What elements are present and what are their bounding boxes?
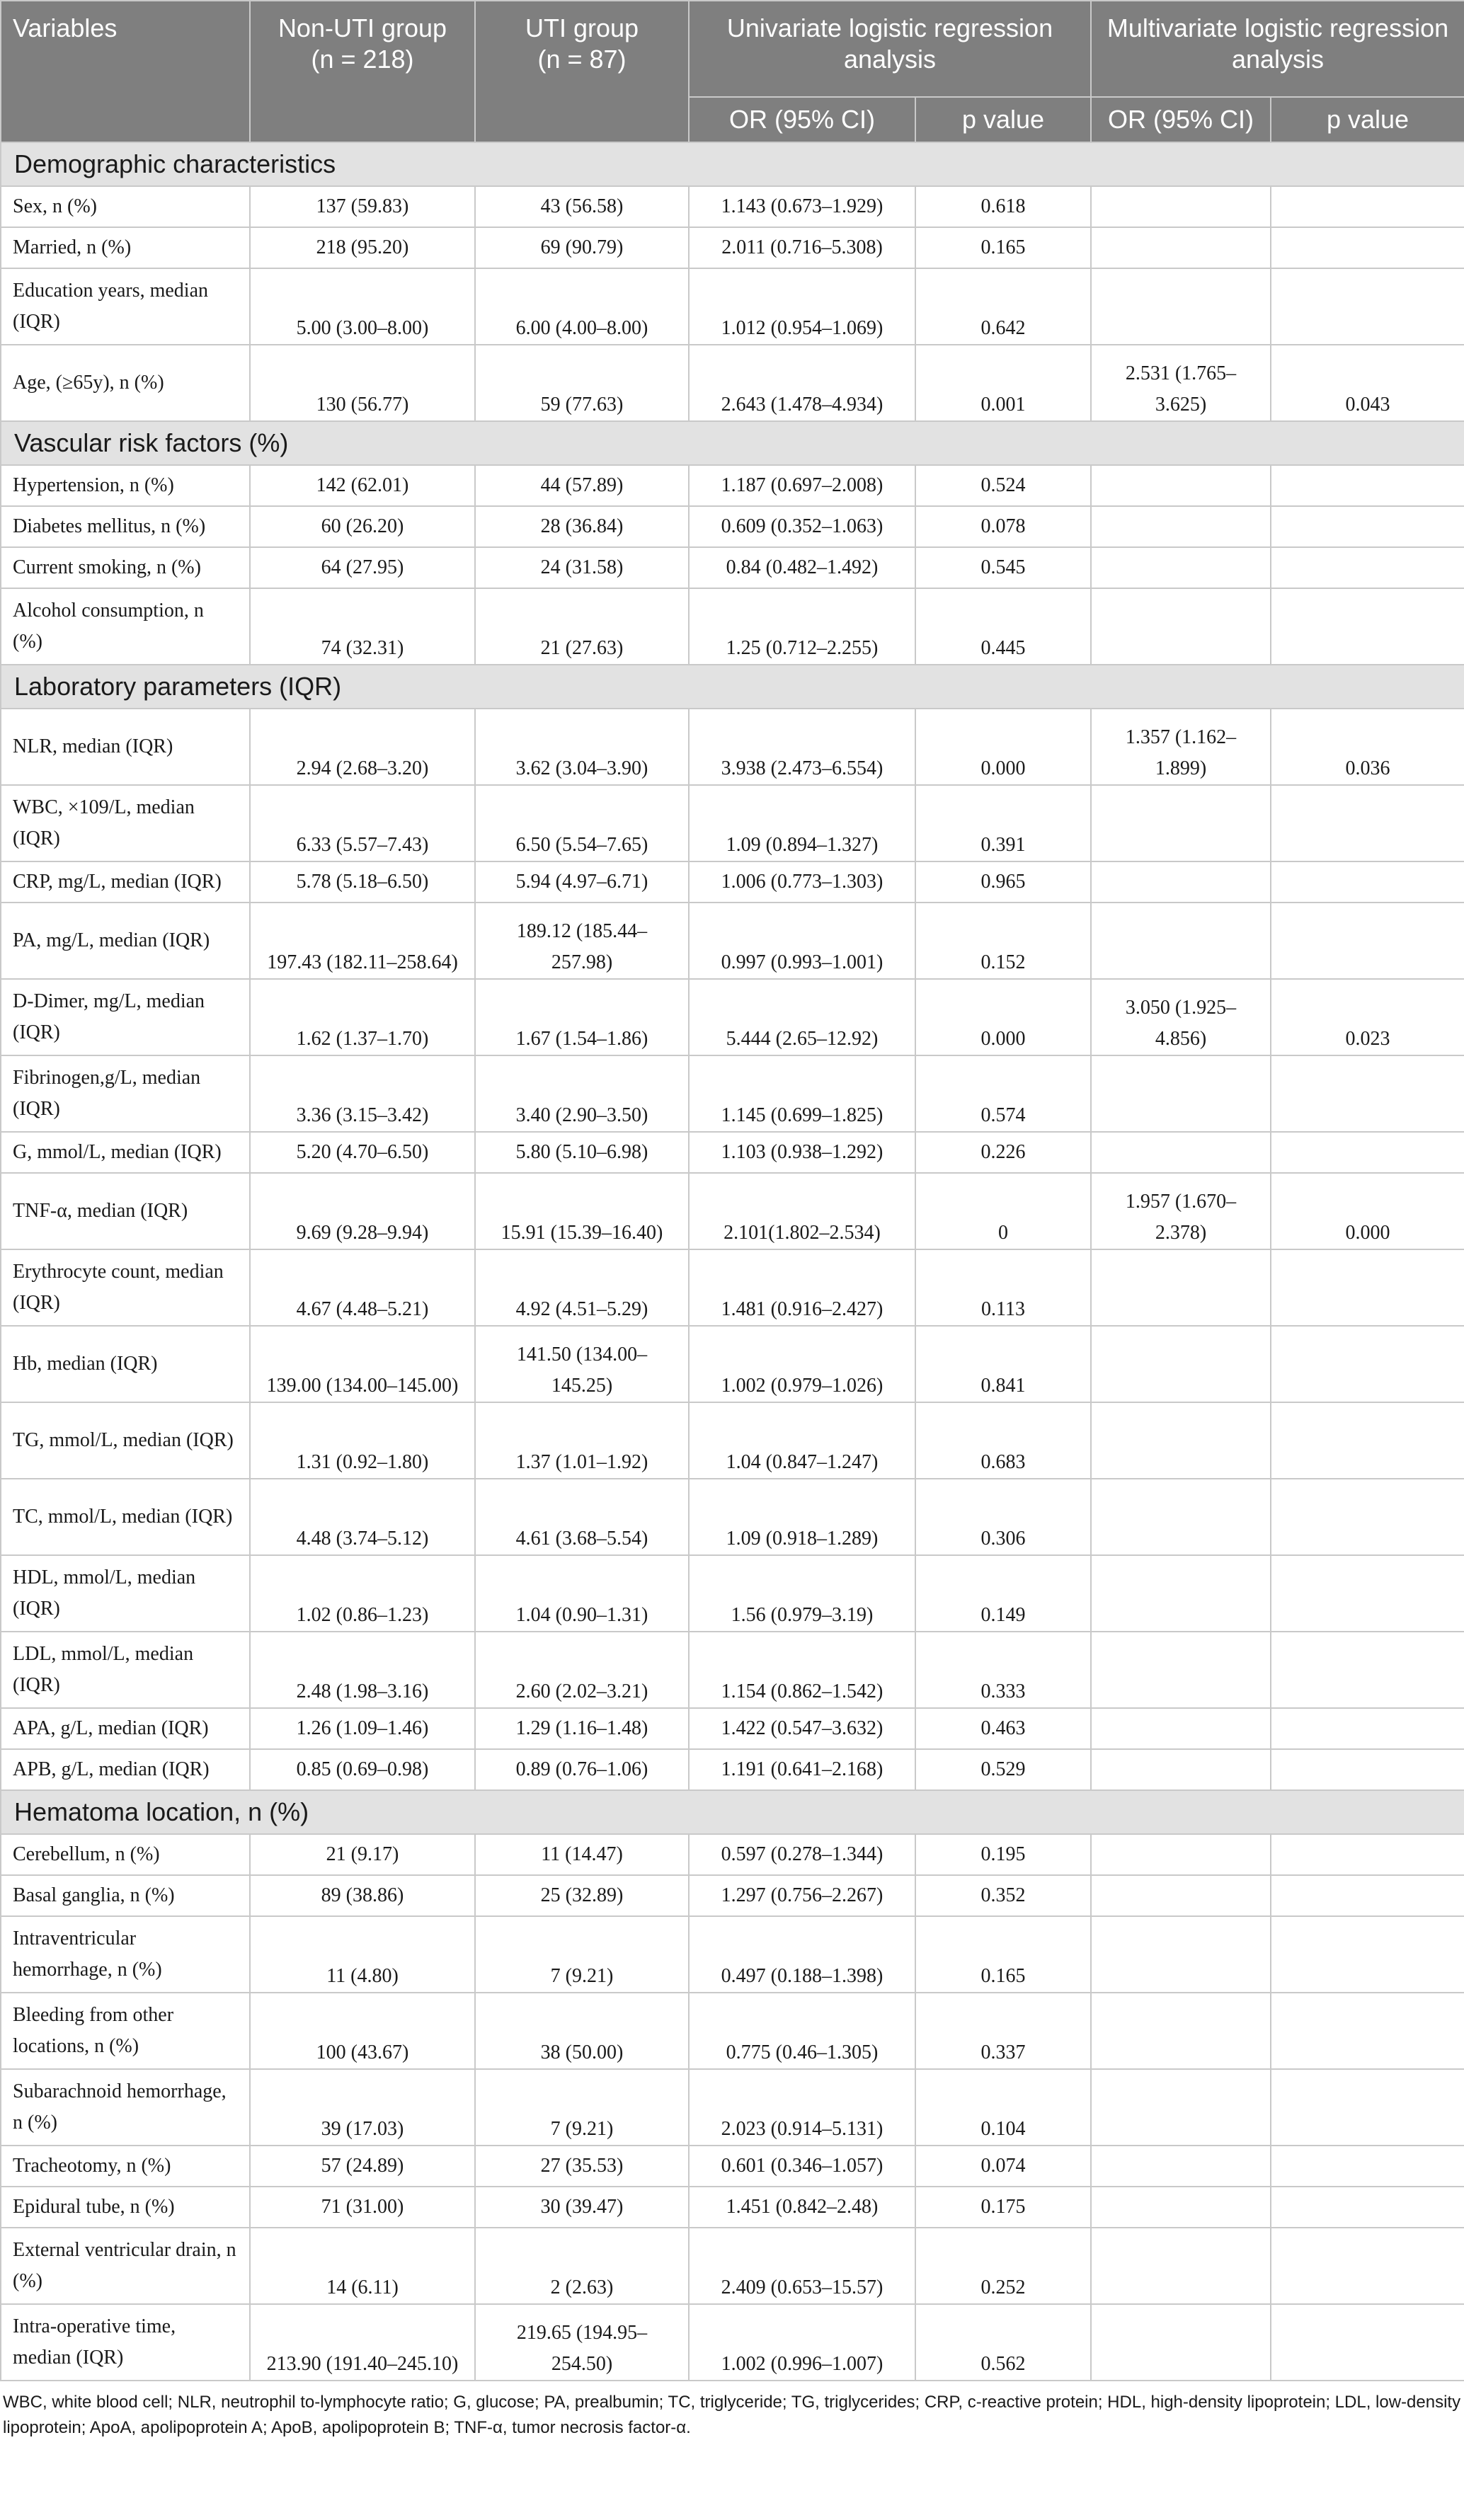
cell-uti: 27 (35.53): [475, 2146, 689, 2187]
cell-non-uti: 1.26 (1.09–1.46): [250, 1708, 475, 1749]
cell-multi-or: [1091, 465, 1271, 506]
cell-multi-or: [1091, 861, 1271, 903]
cell-multi-p: 0.036: [1271, 709, 1464, 785]
header-uni-or: OR (95% CI): [689, 97, 915, 142]
cell-multi-p: [1271, 1132, 1464, 1173]
cell-multi-p: [1271, 1834, 1464, 1875]
cell-uni-or: 0.601 (0.346–1.057): [689, 2146, 915, 2187]
cell-uni-p: 0.165: [915, 227, 1091, 268]
cell-variable: Married, n (%): [1, 227, 250, 268]
cell-multi-or: [1091, 1916, 1271, 1993]
cell-non-uti: 2.48 (1.98–3.16): [250, 1632, 475, 1708]
cell-multi-p: [1271, 1479, 1464, 1555]
table-row: [1, 506, 1464, 547]
table-row: [1, 709, 1464, 785]
cell-multi-p: [1271, 2304, 1464, 2381]
cell-multi-or: [1091, 1993, 1271, 2069]
table-row: [1, 1875, 1464, 1916]
cell-uni-p: 0.001: [915, 345, 1091, 421]
cell-uni-or: 1.481 (0.916–2.427): [689, 1249, 915, 1326]
cell-uti: 38 (50.00): [475, 1993, 689, 2069]
header-uti: [475, 1, 689, 142]
cell-non-uti: 89 (38.86): [250, 1875, 475, 1916]
cell-multi-p: 0.023: [1271, 979, 1464, 1055]
cell-multi-or: [1091, 1834, 1271, 1875]
cell-non-uti: 1.02 (0.86–1.23): [250, 1555, 475, 1632]
table-footnote: WBC, white blood cell; NLR, neutrophil to-lymphocyte ratio; G, glucose; PA, prealbumin; TC, triglyceride; TG, triglycerides; CRP, c-reactive protein; HDL, high-density lipoprotein; LDL, low-density lipoprotein; ApoA, apolipoprotein A; ApoB, apolipoprotein B; TNF-α, tumor necrosis factor-α.: [3, 2393, 1461, 2437]
cell-multi-or: [1091, 1249, 1271, 1326]
cell-variable: Sex, n (%): [1, 186, 250, 227]
header-uti-n: (n = 87): [537, 45, 627, 74]
header-multivariate: Multivariate logistic regression analysis: [1091, 1, 1464, 97]
cell-multi-p: [1271, 1055, 1464, 1132]
cell-multi-p: [1271, 2187, 1464, 2228]
cell-uni-p: 0: [915, 1173, 1091, 1249]
cell-uti: 5.80 (5.10–6.98): [475, 1132, 689, 1173]
table-row: [1, 979, 1464, 1055]
cell-variable: Diabetes mellitus, n (%): [1, 506, 250, 547]
cell-uni-or: 0.84 (0.482–1.492): [689, 547, 915, 588]
cell-non-uti: 39 (17.03): [250, 2069, 475, 2146]
cell-uni-p: 0.352: [915, 1875, 1091, 1916]
header-non-uti-n: (n = 218): [311, 45, 414, 74]
cell-uni-p: 0.306: [915, 1479, 1091, 1555]
cell-uti: 6.00 (4.00–8.00): [475, 268, 689, 345]
table-row: [1, 588, 1464, 665]
cell-uti: 7 (9.21): [475, 1916, 689, 1993]
cell-multi-p: [1271, 1875, 1464, 1916]
cell-variable: D-Dimer, mg/L, median (IQR): [1, 979, 250, 1055]
cell-uni-p: 0.252: [915, 2228, 1091, 2304]
cell-uni-p: 0.445: [915, 588, 1091, 665]
cell-uti: 2.60 (2.02–3.21): [475, 1632, 689, 1708]
cell-multi-p: [1271, 785, 1464, 861]
cell-uti: 1.04 (0.90–1.31): [475, 1555, 689, 1632]
cell-uti: 28 (36.84): [475, 506, 689, 547]
cell-non-uti: 137 (59.83): [250, 186, 475, 227]
cell-uti: 4.92 (4.51–5.29): [475, 1249, 689, 1326]
table-row: [1, 1555, 1464, 1632]
table-row: [1, 268, 1464, 345]
cell-non-uti: 74 (32.31): [250, 588, 475, 665]
cell-uni-or: 1.002 (0.979–1.026): [689, 1326, 915, 1402]
cell-uni-p: 0.683: [915, 1402, 1091, 1479]
cell-multi-p: [1271, 1749, 1464, 1790]
cell-multi-or: [1091, 1555, 1271, 1632]
cell-non-uti: 5.00 (3.00–8.00): [250, 268, 475, 345]
section-title: Hematoma location, n (%): [1, 1790, 1464, 1834]
cell-uti: 25 (32.89): [475, 1875, 689, 1916]
cell-uti: 141.50 (134.00–145.25): [475, 1326, 689, 1402]
cell-uni-p: 0.463: [915, 1708, 1091, 1749]
cell-multi-p: [1271, 1555, 1464, 1632]
table-row: [1, 2228, 1464, 2304]
cell-uni-or: 1.56 (0.979–3.19): [689, 1555, 915, 1632]
cell-variable: Tracheotomy, n (%): [1, 2146, 250, 2187]
cell-multi-p: [1271, 903, 1464, 979]
cell-multi-or: 2.531 (1.765–3.625): [1091, 345, 1271, 421]
table-row: [1, 2069, 1464, 2146]
cell-variable: Alcohol consumption, n (%): [1, 588, 250, 665]
cell-multi-or: [1091, 1708, 1271, 1749]
cell-variable: Hb, median (IQR): [1, 1326, 250, 1402]
cell-non-uti: 64 (27.95): [250, 547, 475, 588]
cell-uni-or: 1.143 (0.673–1.929): [689, 186, 915, 227]
cell-non-uti: 14 (6.11): [250, 2228, 475, 2304]
table-row: [1, 1632, 1464, 1708]
cell-multi-p: [1271, 1708, 1464, 1749]
cell-uti: 1.67 (1.54–1.86): [475, 979, 689, 1055]
cell-uni-p: 0.545: [915, 547, 1091, 588]
cell-variable: Cerebellum, n (%): [1, 1834, 250, 1875]
cell-variable: Hypertension, n (%): [1, 465, 250, 506]
cell-non-uti: 130 (56.77): [250, 345, 475, 421]
cell-uni-or: 2.409 (0.653–15.57): [689, 2228, 915, 2304]
cell-multi-or: [1091, 547, 1271, 588]
table-row: [1, 1708, 1464, 1749]
cell-multi-or: [1091, 2069, 1271, 2146]
cell-multi-p: [1271, 465, 1464, 506]
cell-multi-or: [1091, 785, 1271, 861]
cell-uti: 1.37 (1.01–1.92): [475, 1402, 689, 1479]
cell-uti: 3.62 (3.04–3.90): [475, 709, 689, 785]
cell-multi-or: 3.050 (1.925–4.856): [1091, 979, 1271, 1055]
table-row: [1, 903, 1464, 979]
cell-variable: TNF-α, median (IQR): [1, 1173, 250, 1249]
cell-uni-p: 0.104: [915, 2069, 1091, 2146]
cell-multi-or: [1091, 1632, 1271, 1708]
cell-multi-or: [1091, 1132, 1271, 1173]
cell-uti: 15.91 (15.39–16.40): [475, 1173, 689, 1249]
cell-uti: 11 (14.47): [475, 1834, 689, 1875]
cell-uni-or: 1.154 (0.862–1.542): [689, 1632, 915, 1708]
cell-uni-or: 2.023 (0.914–5.131): [689, 2069, 915, 2146]
table-row: [1, 2304, 1464, 2381]
cell-multi-or: 1.357 (1.162–1.899): [1091, 709, 1271, 785]
cell-uni-or: 1.145 (0.699–1.825): [689, 1055, 915, 1132]
cell-non-uti: 57 (24.89): [250, 2146, 475, 2187]
cell-multi-or: [1091, 506, 1271, 547]
cell-multi-or: [1091, 2146, 1271, 2187]
table-row: [1, 1173, 1464, 1249]
cell-multi-p: [1271, 1249, 1464, 1326]
cell-uni-p: 0.642: [915, 268, 1091, 345]
cell-uni-p: 0.562: [915, 2304, 1091, 2381]
table-row: [1, 1749, 1464, 1790]
cell-non-uti: 5.78 (5.18–6.50): [250, 861, 475, 903]
cell-multi-or: [1091, 1055, 1271, 1132]
cell-variable: Basal ganglia, n (%): [1, 1875, 250, 1916]
cell-non-uti: 71 (31.00): [250, 2187, 475, 2228]
header-non-uti-title: Non-UTI group: [278, 13, 447, 42]
cell-variable: TG, mmol/L, median (IQR): [1, 1402, 250, 1479]
cell-non-uti: 1.62 (1.37–1.70): [250, 979, 475, 1055]
cell-multi-p: [1271, 268, 1464, 345]
cell-uni-p: 0.195: [915, 1834, 1091, 1875]
table-body: [1, 142, 1464, 2381]
cell-multi-p: 0.000: [1271, 1173, 1464, 1249]
cell-uti: 219.65 (194.95–254.50): [475, 2304, 689, 2381]
cell-multi-or: [1091, 588, 1271, 665]
cell-multi-p: [1271, 227, 1464, 268]
cell-uni-p: 0.165: [915, 1916, 1091, 1993]
cell-uni-p: 0.574: [915, 1055, 1091, 1132]
cell-multi-or: [1091, 1749, 1271, 1790]
cell-non-uti: 9.69 (9.28–9.94): [250, 1173, 475, 1249]
cell-non-uti: 5.20 (4.70–6.50): [250, 1132, 475, 1173]
cell-multi-or: [1091, 1326, 1271, 1402]
section-title: Demographic characteristics: [1, 142, 1464, 186]
header-univariate: Univariate logistic regression analysis: [689, 1, 1091, 97]
cell-non-uti: 213.90 (191.40–245.10): [250, 2304, 475, 2381]
cell-uti: 7 (9.21): [475, 2069, 689, 2146]
header-non-uti: [250, 1, 475, 142]
cell-multi-p: [1271, 1916, 1464, 1993]
cell-uti: 21 (27.63): [475, 588, 689, 665]
cell-uni-or: 1.422 (0.547–3.632): [689, 1708, 915, 1749]
cell-uni-p: 0.965: [915, 861, 1091, 903]
cell-multi-p: [1271, 2146, 1464, 2187]
cell-variable: Age, (≥65y), n (%): [1, 345, 250, 421]
table-row: [1, 345, 1464, 421]
cell-variable: CRP, mg/L, median (IQR): [1, 861, 250, 903]
header-variables: Variables: [1, 1, 250, 142]
cell-multi-p: 0.043: [1271, 345, 1464, 421]
cell-uni-or: 1.297 (0.756–2.267): [689, 1875, 915, 1916]
cell-uni-or: 0.597 (0.278–1.344): [689, 1834, 915, 1875]
cell-variable: NLR, median (IQR): [1, 709, 250, 785]
table-row: [1, 1479, 1464, 1555]
cell-multi-or: [1091, 1875, 1271, 1916]
cell-variable: Intra-operative time, median (IQR): [1, 2304, 250, 2381]
cell-uni-or: 2.101(1.802–2.534): [689, 1173, 915, 1249]
cell-uni-or: 2.643 (1.478–4.934): [689, 345, 915, 421]
cell-uni-p: 0.074: [915, 2146, 1091, 2187]
table-row: [1, 1402, 1464, 1479]
cell-uni-or: 1.002 (0.996–1.007): [689, 2304, 915, 2381]
cell-uti: 6.50 (5.54–7.65): [475, 785, 689, 861]
header-multi-p: p value: [1271, 97, 1464, 142]
cell-multi-p: [1271, 1402, 1464, 1479]
cell-uni-p: 0.226: [915, 1132, 1091, 1173]
cell-uni-or: 2.011 (0.716–5.308): [689, 227, 915, 268]
cell-variable: Fibrinogen,g/L, median (IQR): [1, 1055, 250, 1132]
cell-uni-or: 0.609 (0.352–1.063): [689, 506, 915, 547]
cell-multi-p: [1271, 2069, 1464, 2146]
cell-multi-p: [1271, 547, 1464, 588]
cell-variable: APB, g/L, median (IQR): [1, 1749, 250, 1790]
cell-non-uti: 6.33 (5.57–7.43): [250, 785, 475, 861]
cell-variable: WBC, ×109/L, median (IQR): [1, 785, 250, 861]
cell-uti: 4.61 (3.68–5.54): [475, 1479, 689, 1555]
cell-non-uti: 21 (9.17): [250, 1834, 475, 1875]
cell-variable: Erythrocyte count, median (IQR): [1, 1249, 250, 1326]
cell-uni-p: 0.113: [915, 1249, 1091, 1326]
cell-uni-or: 1.09 (0.918–1.289): [689, 1479, 915, 1555]
cell-multi-or: [1091, 227, 1271, 268]
table-row: [1, 547, 1464, 588]
cell-uni-p: 0.000: [915, 709, 1091, 785]
cell-uti: 69 (90.79): [475, 227, 689, 268]
cell-uni-or: 1.09 (0.894–1.327): [689, 785, 915, 861]
cell-multi-or: [1091, 2187, 1271, 2228]
cell-uni-or: 1.012 (0.954–1.069): [689, 268, 915, 345]
cell-uni-or: 1.187 (0.697–2.008): [689, 465, 915, 506]
cell-uni-p: 0.000: [915, 979, 1091, 1055]
cell-uni-p: 0.078: [915, 506, 1091, 547]
cell-non-uti: 4.48 (3.74–5.12): [250, 1479, 475, 1555]
table-row: [1, 2187, 1464, 2228]
cell-non-uti: 11 (4.80): [250, 1916, 475, 1993]
table-row: [1, 861, 1464, 903]
table-row: [1, 465, 1464, 506]
cell-uni-or: 1.451 (0.842–2.48): [689, 2187, 915, 2228]
cell-multi-p: [1271, 1326, 1464, 1402]
cell-variable: Bleeding from other locations, n (%): [1, 1993, 250, 2069]
cell-uti: 24 (31.58): [475, 547, 689, 588]
table-row: [1, 1993, 1464, 2069]
cell-non-uti: 1.31 (0.92–1.80): [250, 1402, 475, 1479]
table-row: [1, 785, 1464, 861]
cell-multi-or: [1091, 2228, 1271, 2304]
header-uti-title: UTI group: [525, 13, 639, 42]
cell-uni-or: 0.497 (0.188–1.398): [689, 1916, 915, 1993]
cell-uti: 3.40 (2.90–3.50): [475, 1055, 689, 1132]
cell-uni-or: 0.775 (0.46–1.305): [689, 1993, 915, 2069]
cell-variable: G, mmol/L, median (IQR): [1, 1132, 250, 1173]
table-row: [1, 1916, 1464, 1993]
cell-multi-or: [1091, 186, 1271, 227]
cell-non-uti: 142 (62.01): [250, 465, 475, 506]
cell-uni-p: 0.337: [915, 1993, 1091, 2069]
cell-uni-p: 0.524: [915, 465, 1091, 506]
cell-multi-or: 1.957 (1.670–2.378): [1091, 1173, 1271, 1249]
section-row: [1, 142, 1464, 186]
section-row: [1, 665, 1464, 709]
table-row: [1, 1249, 1464, 1326]
cell-uti: 189.12 (185.44–257.98): [475, 903, 689, 979]
cell-non-uti: 197.43 (182.11–258.64): [250, 903, 475, 979]
cell-multi-p: [1271, 1993, 1464, 2069]
cell-multi-or: [1091, 903, 1271, 979]
cell-uni-p: 0.618: [915, 186, 1091, 227]
cell-uni-p: 0.175: [915, 2187, 1091, 2228]
cell-multi-p: [1271, 186, 1464, 227]
cell-multi-p: [1271, 2228, 1464, 2304]
cell-non-uti: 139.00 (134.00–145.00): [250, 1326, 475, 1402]
cell-multi-p: [1271, 1632, 1464, 1708]
table-row: [1, 1132, 1464, 1173]
cell-multi-or: [1091, 268, 1271, 345]
cell-uni-or: 1.103 (0.938–1.292): [689, 1132, 915, 1173]
cell-multi-or: [1091, 1402, 1271, 1479]
cell-uti: 1.29 (1.16–1.48): [475, 1708, 689, 1749]
cell-multi-p: [1271, 588, 1464, 665]
cell-uni-or: 5.444 (2.65–12.92): [689, 979, 915, 1055]
cell-uni-or: 1.25 (0.712–2.255): [689, 588, 915, 665]
cell-non-uti: 100 (43.67): [250, 1993, 475, 2069]
table-row: [1, 1055, 1464, 1132]
cell-uni-p: 0.391: [915, 785, 1091, 861]
cell-uni-or: 1.04 (0.847–1.247): [689, 1402, 915, 1479]
cell-variable: Intraventricular hemorrhage, n (%): [1, 1916, 250, 1993]
cell-multi-or: [1091, 2304, 1271, 2381]
section-row: [1, 421, 1464, 465]
cell-non-uti: 218 (95.20): [250, 227, 475, 268]
section-row: [1, 1790, 1464, 1834]
header-row-top: [1, 1, 1464, 97]
cell-uni-or: 0.997 (0.993–1.001): [689, 903, 915, 979]
cell-variable: Subarachnoid hemorrhage, n (%): [1, 2069, 250, 2146]
cell-non-uti: 60 (26.20): [250, 506, 475, 547]
cell-uti: 5.94 (4.97–6.71): [475, 861, 689, 903]
cell-uni-p: 0.529: [915, 1749, 1091, 1790]
cell-variable: LDL, mmol/L, median (IQR): [1, 1632, 250, 1708]
cell-non-uti: 3.36 (3.15–3.42): [250, 1055, 475, 1132]
cell-uni-p: 0.149: [915, 1555, 1091, 1632]
cell-uni-p: 0.152: [915, 903, 1091, 979]
cell-uti: 2 (2.63): [475, 2228, 689, 2304]
cell-variable: External ventricular drain, n (%): [1, 2228, 250, 2304]
cell-multi-p: [1271, 861, 1464, 903]
table-row: [1, 227, 1464, 268]
section-title: Laboratory parameters (IQR): [1, 665, 1464, 709]
cell-non-uti: 2.94 (2.68–3.20): [250, 709, 475, 785]
table-row: [1, 186, 1464, 227]
cell-variable: APA, g/L, median (IQR): [1, 1708, 250, 1749]
cell-uti: 43 (56.58): [475, 186, 689, 227]
cell-variable: HDL, mmol/L, median (IQR): [1, 1555, 250, 1632]
cell-variable: TC, mmol/L, median (IQR): [1, 1479, 250, 1555]
cell-uni-or: 1.191 (0.641–2.168): [689, 1749, 915, 1790]
header-multi-or: OR (95% CI): [1091, 97, 1271, 142]
cell-non-uti: 0.85 (0.69–0.98): [250, 1749, 475, 1790]
cell-uti: 59 (77.63): [475, 345, 689, 421]
table-row: [1, 2146, 1464, 2187]
cell-multi-p: [1271, 506, 1464, 547]
cell-non-uti: 4.67 (4.48–5.21): [250, 1249, 475, 1326]
section-title: Vascular risk factors (%): [1, 421, 1464, 465]
cell-variable: PA, mg/L, median (IQR): [1, 903, 250, 979]
cell-variable: Education years, median (IQR): [1, 268, 250, 345]
cell-uti: 44 (57.89): [475, 465, 689, 506]
table-row: [1, 1326, 1464, 1402]
cell-uti: 30 (39.47): [475, 2187, 689, 2228]
cell-uni-p: 0.333: [915, 1632, 1091, 1708]
cell-variable: Epidural tube, n (%): [1, 2187, 250, 2228]
cell-uti: 0.89 (0.76–1.06): [475, 1749, 689, 1790]
cell-uni-or: 3.938 (2.473–6.554): [689, 709, 915, 785]
cell-uni-or: 1.006 (0.773–1.303): [689, 861, 915, 903]
cell-multi-or: [1091, 1479, 1271, 1555]
header-uni-p: p value: [915, 97, 1091, 142]
table-header: [1, 1, 1464, 142]
cell-uni-p: 0.841: [915, 1326, 1091, 1402]
table-row: [1, 1834, 1464, 1875]
cell-variable: Current smoking, n (%): [1, 547, 250, 588]
